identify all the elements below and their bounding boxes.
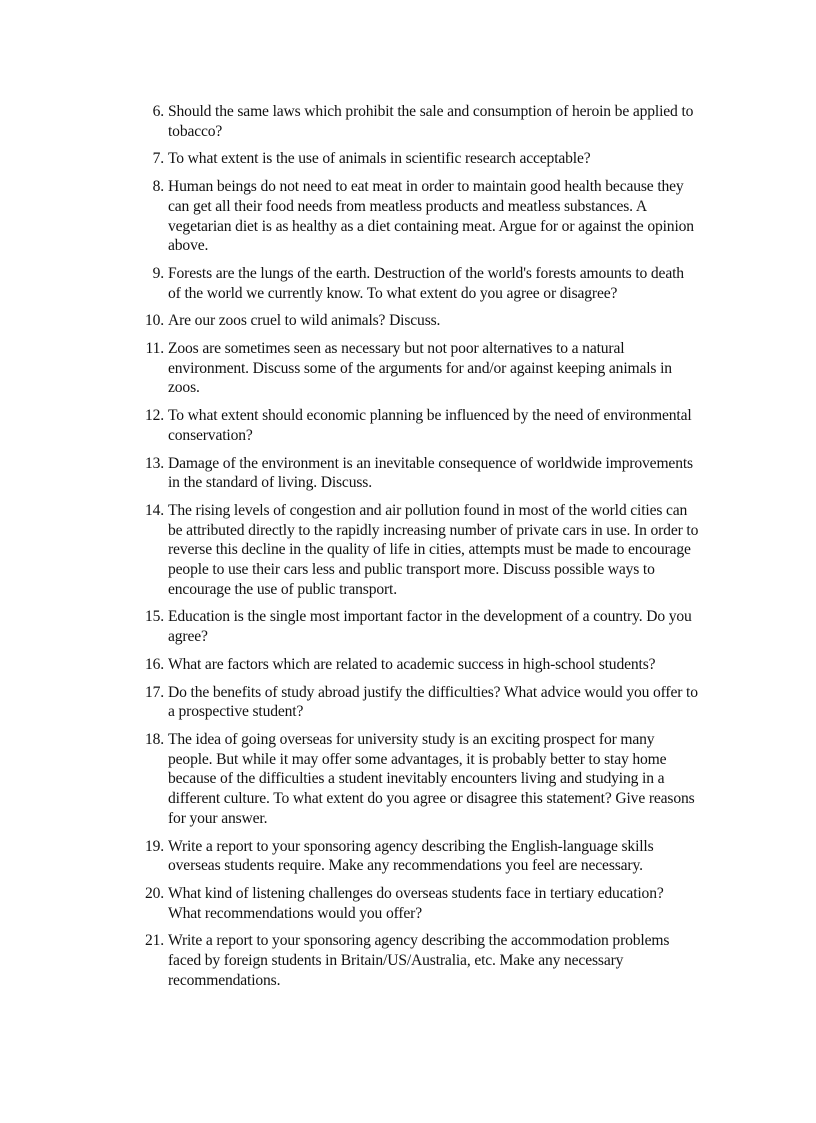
essay-question-list [138, 102, 700, 998]
item-number: 11. [145, 340, 164, 358]
item-number: 8. [152, 178, 164, 196]
item-number: 16. [144, 655, 164, 673]
list-item [138, 102, 700, 141]
list-item [138, 454, 700, 493]
item-text: Write a report to your sponsoring agency describing the English-language skills overseas students require. Make any recommendations you feel are necessary. [168, 837, 654, 875]
list-item [138, 837, 700, 876]
list-item [138, 311, 700, 331]
item-number: 21. [144, 932, 164, 950]
item-text: Human beings do not need to eat meat in order to maintain good health because they can get all their food needs from meatless products and meatless substances. A vegetarian diet is as healthy as a diet containing meat. Argue for or against the opinion above. [168, 178, 694, 255]
item-text: Should the same laws which prohibit the sale and consumption of heroin be applied to tobacco? [168, 103, 694, 140]
list-item [138, 177, 700, 256]
item-text: Education is the single most important factor in the development of a country. Do you agree? [168, 608, 692, 646]
item-text: To what extent should economic planning be influenced by the need of environmental conservation? [168, 407, 692, 444]
item-text: Forests are the lungs of the earth. Destruction of the world's forests amounts to death of the world we currently know. To what extent do you agree or disagree? [168, 264, 684, 302]
item-text: Are our zoos cruel to wild animals? Discuss. [168, 312, 441, 330]
item-text: Zoos are sometimes seen as necessary but not poor alternatives to a natural environment. Discuss some of the arguments for and/or against keeping animals in zoos. [168, 340, 672, 397]
item-number: 15. [144, 608, 164, 626]
item-text: The rising levels of congestion and air pollution found in most of the world cities can be attributed directly to the rapidly increasing number of private cars in use. In order to reverse this decline in the quality of life in cities, attempts must be made to encourage people to use their cars less and public transport more. Discuss possible ways to encourage the use of public transport. [168, 501, 699, 598]
item-text: Write a report to your sponsoring agency describing the accommodation problems faced by foreign students in Britain/US/Australia, etc. Make any necessary recommendations. [168, 932, 670, 989]
item-number: 9. [152, 264, 164, 282]
item-number: 12. [144, 407, 164, 425]
list-item [138, 264, 700, 303]
list-item [138, 884, 700, 923]
item-number: 18. [144, 730, 164, 748]
list-item [138, 406, 700, 445]
item-number: 6. [152, 103, 164, 120]
item-number: 19. [144, 837, 164, 855]
list-item [138, 730, 700, 829]
item-text: To what extent is the use of animals in scientific research acceptable? [168, 150, 591, 168]
list-item [138, 683, 700, 722]
item-text: Do the benefits of study abroad justify the difficulties? What advice would you offer to a prospective student? [168, 683, 698, 721]
item-number: 10. [144, 312, 164, 330]
list-item [138, 607, 700, 646]
item-number: 14. [144, 501, 164, 519]
item-number: 17. [144, 683, 164, 701]
item-text: What kind of listening challenges do overseas students face in tertiary education? What recommendations would you offer? [168, 884, 664, 922]
item-number: 13. [144, 454, 164, 472]
list-item [138, 149, 700, 169]
list-item [138, 501, 700, 600]
item-text: What are factors which are related to academic success in high-school students? [168, 655, 656, 673]
item-number: 7. [152, 150, 164, 168]
item-text: Damage of the environment is an inevitable consequence of worldwide improvements in the standard of living. Discuss. [168, 454, 693, 492]
item-number: 20. [144, 884, 164, 902]
list-item [138, 931, 700, 990]
item-text: The idea of going overseas for university study is an exciting prospect for many people. But while it may offer some advantages, it is probably better to stay home because of the difficulties a student inevitably encounters living and studying in a different culture. To what extent do you agree or disagree this statement? Give reasons for your answer. [168, 730, 695, 827]
list-item [138, 339, 700, 398]
list-item [138, 655, 700, 675]
